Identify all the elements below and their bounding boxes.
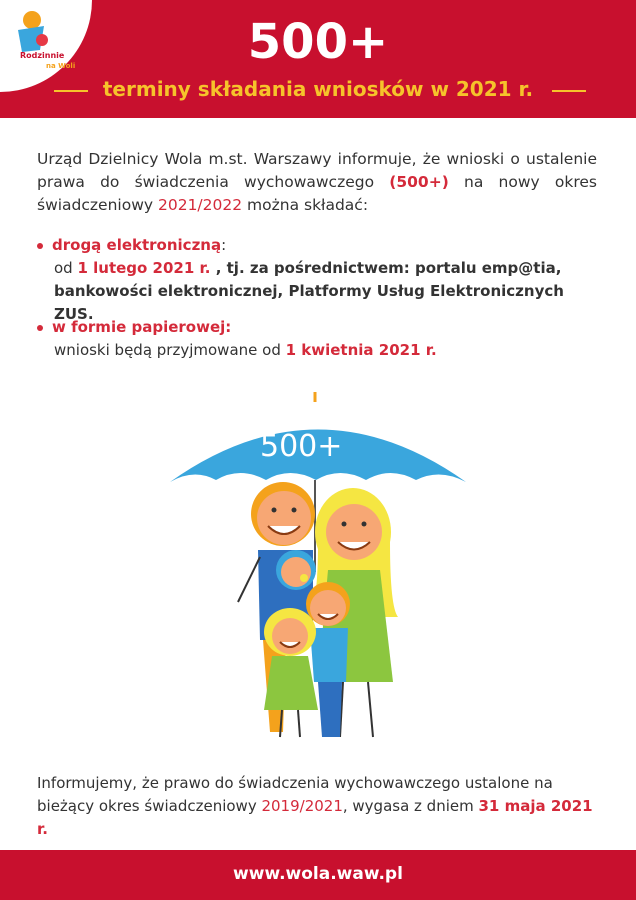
intro-highlight-period: 2021/2022 bbox=[157, 196, 243, 214]
footer-url-link[interactable]: www.wola.waw.pl bbox=[233, 864, 403, 884]
intro-paragraph bbox=[37, 148, 597, 217]
bullet-heading: w formie papierowej: bbox=[52, 318, 232, 336]
intro-highlight-500: (500+) bbox=[389, 173, 449, 191]
bullet-text-line2: bankowości elektronicznej, Platformy Usług Elektronicznych ZUS. bbox=[54, 282, 564, 323]
intro-text-2: na nowy okres świadczeniowy bbox=[37, 173, 597, 214]
intro-text-3: można składać: bbox=[242, 196, 369, 214]
outro-text-2: , wygasa z dniem bbox=[342, 797, 479, 815]
bullet-electronic bbox=[37, 234, 602, 326]
footer-banner bbox=[0, 850, 636, 900]
subtitle-rule-right bbox=[552, 90, 586, 92]
bullet-dot bbox=[37, 243, 43, 249]
outro-paragraph bbox=[37, 772, 602, 841]
intro-text-1: Urząd Dzielnicy Wola m.st. Warszawy informuje, że wnioski o ustalenie prawa do świadczenia wychowawczego bbox=[37, 150, 597, 191]
outro-highlight-date: 31 maja 2021 r. bbox=[37, 797, 593, 838]
bullet-text-pre: wnioski będą przyjmowane od bbox=[54, 341, 286, 359]
outro-text-1: Informujemy, że prawo do świadczenia wychowawczego ustalone na bieżący okres świadczeniowy bbox=[37, 774, 553, 815]
bullet-dot bbox=[37, 325, 43, 331]
outro-highlight-period: 2019/2021 bbox=[261, 797, 343, 815]
bullet-heading-suffix: : bbox=[221, 236, 227, 254]
bullet-date: 1 lutego 2021 r. bbox=[77, 259, 211, 277]
svg-text:Rodzinnie: Rodzinnie bbox=[20, 51, 65, 60]
bullet-paper bbox=[37, 316, 602, 362]
bullet-text-post: , tj. za pośrednictwem: portalu emp@tia, bbox=[210, 259, 562, 277]
brand-number: 500+ bbox=[260, 429, 343, 464]
page-title: 500+ bbox=[247, 14, 389, 70]
bullet-text-pre: od bbox=[54, 259, 78, 277]
bullet-heading: drogą elektroniczną bbox=[52, 236, 222, 254]
header-banner bbox=[0, 0, 636, 118]
family-umbrella-illustration bbox=[168, 392, 468, 747]
page-subtitle: terminy składania wniosków w 2021 r. bbox=[102, 77, 534, 101]
bullet-date: 1 kwietnia 2021 r. bbox=[285, 341, 437, 359]
brand-word: RODZINA bbox=[276, 418, 337, 429]
svg-text:na Woli: na Woli bbox=[46, 62, 76, 70]
